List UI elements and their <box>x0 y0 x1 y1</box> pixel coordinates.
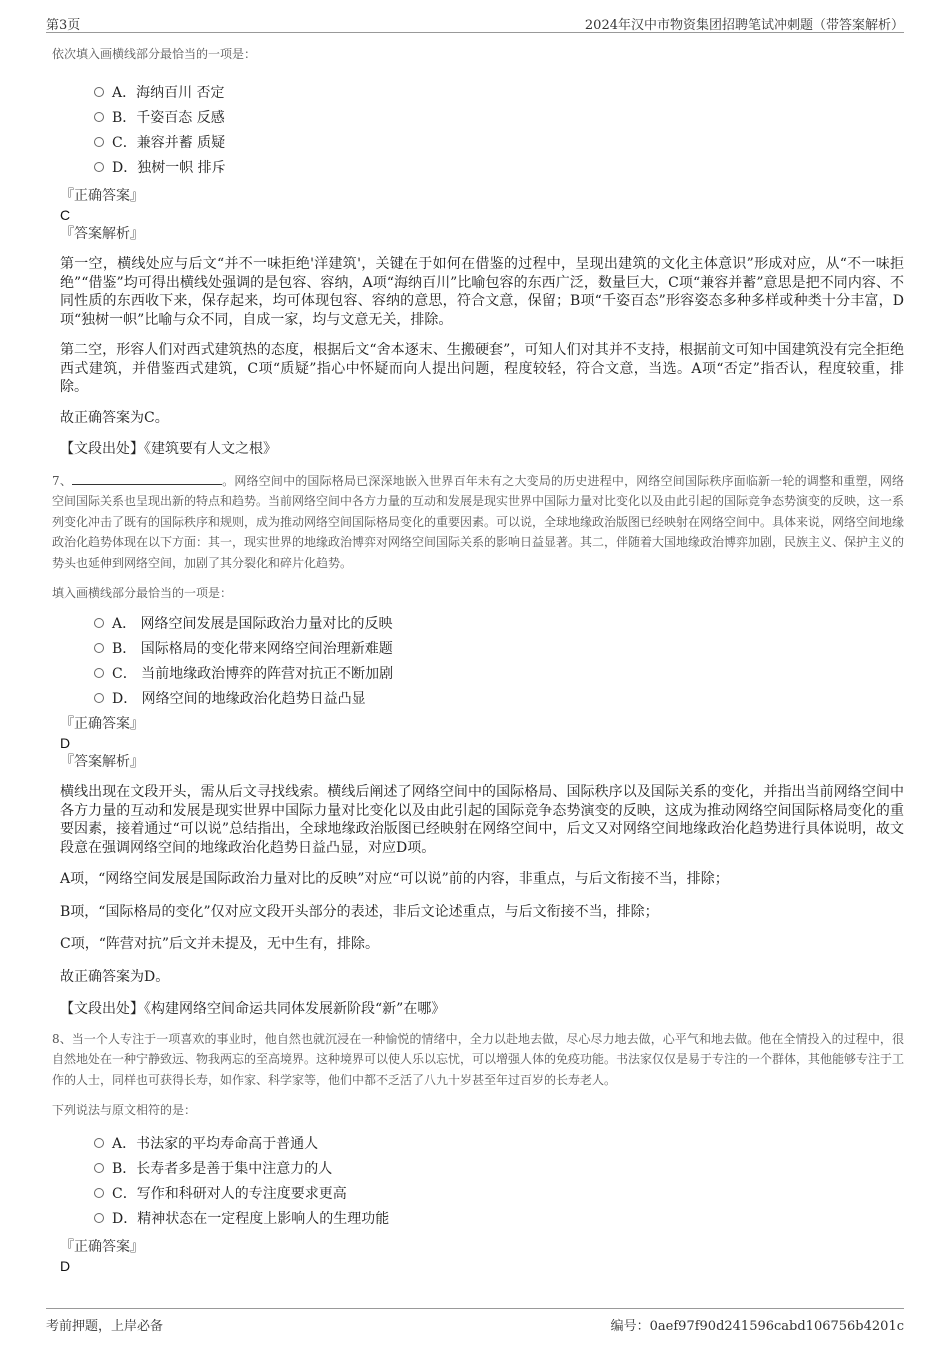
page-number: 第3页 <box>46 18 81 33</box>
radio-icon[interactable] <box>94 1188 104 1198</box>
source-citation: 【文段出处】《构建网络空间命运共同体发展新阶段“新”在哪》 <box>60 1001 446 1017</box>
source-citation: 【文段出处】《建筑要有人文之根》 <box>60 441 277 457</box>
question-6 <box>46 38 904 459</box>
page-footer <box>46 1308 904 1335</box>
analysis-paragraph: C项，“阵营对抗”后文并未提及，无中生有，排除。 <box>60 936 380 952</box>
option-b[interactable]: B．千姿百态 反感 <box>94 106 904 131</box>
option-a[interactable]: A． 网络空间发展是国际政治力量对比的反映 <box>94 612 904 637</box>
analysis-paragraph: 横线出现在文段开头，需从后文寻找线索。横线后阐述了网络空间中的国际格局、国际秩序以及国际关系的变化，并指出当前网络空间中各方力量的互动和发展是现实世界中国际力量对比变化以及由此引起的国际竞争态势演变的反映，这成为推动网络空间国际格局变化的重要因素，接着通过“可以说”总结指出，全球地缘政治版图已经映射在网络空间中，后文又对网络空间地缘政治化趋势进行具体说明，故文段意在强调网络空间的地缘政治化趋势日益凸显，对应D项。 <box>60 784 904 856</box>
radio-icon[interactable] <box>94 643 104 653</box>
option-a[interactable]: A．海纳百川 否定 <box>94 81 904 106</box>
option-c[interactable]: C． 当前地缘政治博弈的阵营对抗正不断加剧 <box>94 662 904 687</box>
radio-icon[interactable] <box>94 162 104 172</box>
radio-icon[interactable] <box>94 668 104 678</box>
question-text: 8、当一个人专注于一项喜欢的事业时，他自然也就沉浸在一种愉悦的情绪中，全力以赴地去做，尽心尽力地去做，心平气和地去做。他在全情投入的过程中，很自然地处在一种宁静致远、物我两忘的至高境界。这种境界可以使人乐以忘忧，可以增强人体的免疫功能。书法家仅仅是易于专注的一个群体，其他能够专注于工作的人士，同样也可获得长寿，如作家、科学家等，他们中都不乏活了八九十岁甚至年过百岁的长寿老人。 <box>52 1031 905 1087</box>
radio-icon[interactable] <box>94 112 104 122</box>
radio-icon[interactable] <box>94 1138 104 1148</box>
radio-icon[interactable] <box>94 693 104 703</box>
option-list <box>46 81 904 181</box>
option-d[interactable]: D． 网络空间的地缘政治化趋势日益凸显 <box>94 687 904 712</box>
question-7 <box>46 471 904 1019</box>
radio-icon[interactable] <box>94 1213 104 1223</box>
analysis-paragraph: B项，“国际格局的变化”仅对应文段开头部分的表述，非后文论述重点，与后文衔接不当，排除； <box>60 903 659 920</box>
correct-answer: D <box>60 1258 71 1274</box>
answer-label: 『正确答案』 <box>60 1239 144 1255</box>
analysis-label: 『答案解析』 <box>60 226 144 242</box>
document-title: 2024年汉中市物资集团招聘笔试冲刺题（带答案解析） <box>584 18 904 33</box>
correct-answer: D <box>60 735 71 751</box>
correct-answer: C <box>60 207 71 223</box>
footer-slogan: 考前押题，上岸必备 <box>46 1319 164 1334</box>
analysis-paragraph: A项，“网络空间发展是国际政治力量对比的反映”对应“可以说”前的内容，非重点，与后文衔接不当，排除； <box>60 871 729 887</box>
radio-icon[interactable] <box>94 618 104 628</box>
page-header <box>46 10 904 33</box>
option-a[interactable]: A．书法家的平均寿命高于普通人 <box>94 1132 904 1157</box>
option-b[interactable]: B． 国际格局的变化带来网络空间治理新难题 <box>94 637 904 662</box>
question-prompt: 下列说法与原文相符的是： <box>52 1103 197 1117</box>
option-list <box>46 1132 904 1232</box>
option-list <box>46 612 904 712</box>
option-b[interactable]: B．长寿者多是善于集中注意力的人 <box>94 1157 904 1182</box>
question-text: 7、 。网络空间中的国际格局已深深地嵌入世界百年未有之大变局的历史进程中，网络空间国际秩序面临新一轮的调整和重塑，网络空间国际关系也呈现出新的特点和趋势。当前网络空间中各方力量的互动和发展是现实世界中国际力量对比变化以及由此引起的国际竞争态势演变的反映，这一系列变化冲击了既有的国际秩序和规则，成为推动网络空间国际格局变化的重要因素。可以说，全球地缘政治版图已经映射在网络空间中。具体来说，网络空间地缘政治化趋势体现在以下方面：其一，现实世界的地缘政治博弈对网络空间国际关系的影响日益显著。其二，伴随着大国地缘政治博弈加剧，民族主义、保护主义的势头也延伸到网络空间，加剧了其分裂化和碎片化趋势。 <box>52 473 905 570</box>
radio-icon[interactable] <box>94 137 104 147</box>
answer-label: 『正确答案』 <box>60 716 144 732</box>
option-d[interactable]: D．精神状态在一定程度上影响人的生理功能 <box>94 1207 904 1232</box>
document-id: 编号：0aef97f90d241596cabd106756b4201c <box>610 1319 904 1334</box>
analysis-conclusion: 故正确答案为C。 <box>60 409 169 426</box>
page-content <box>46 38 904 1276</box>
option-c[interactable]: C．写作和科研对人的专注度要求更高 <box>94 1182 904 1207</box>
analysis-paragraph: 第一空，横线处应与后文“并不一味拒绝'洋建筑'，关键在于如何在借鉴的过程中，呈现出建筑的文化主体意识”形成对应，从“不一味拒绝”“借鉴”均可得出横线处强调的是包容、容纳，A项“海纳百川”比喻包容的东西广泛，数量巨大，C项“兼容并蓄”意思是把不同内容、不同性质的东西收下来，保存起来，均可体现包容、容纳的意思，符合文意，保留；B项“千姿百态”形容姿态多种多样或种类十分丰富，D项“独树一帜”比喻与众不同，自成一家，均与文意无关，排除。 <box>60 256 904 328</box>
analysis-label: 『答案解析』 <box>60 754 144 770</box>
analysis-paragraph: 第二空，形容人们对西式建筑热的态度，根据后文“舍本逐末、生搬硬套”，可知人们对其并不支持，根据前文可知中国建筑没有完全拒绝西式建筑，并借鉴西式建筑，C项“质疑”指心中怀疑而向人提出问题，程度较轻，符合文意，当选。A项“否定”指否认，程度较重，排除。 <box>60 342 904 395</box>
question-prompt: 填入画横线部分最恰当的一项是： <box>52 586 233 600</box>
analysis-conclusion: 故正确答案为D。 <box>60 968 170 985</box>
answer-blank <box>72 473 222 485</box>
answer-label: 『正确答案』 <box>60 188 144 204</box>
radio-icon[interactable] <box>94 1163 104 1173</box>
question-prompt: 依次填入画横线部分最恰当的一项是： <box>52 47 257 61</box>
option-d[interactable]: D．独树一帜 排斥 <box>94 156 904 181</box>
option-c[interactable]: C．兼容并蓄 质疑 <box>94 131 904 156</box>
question-8 <box>46 1029 904 1277</box>
radio-icon[interactable] <box>94 87 104 97</box>
